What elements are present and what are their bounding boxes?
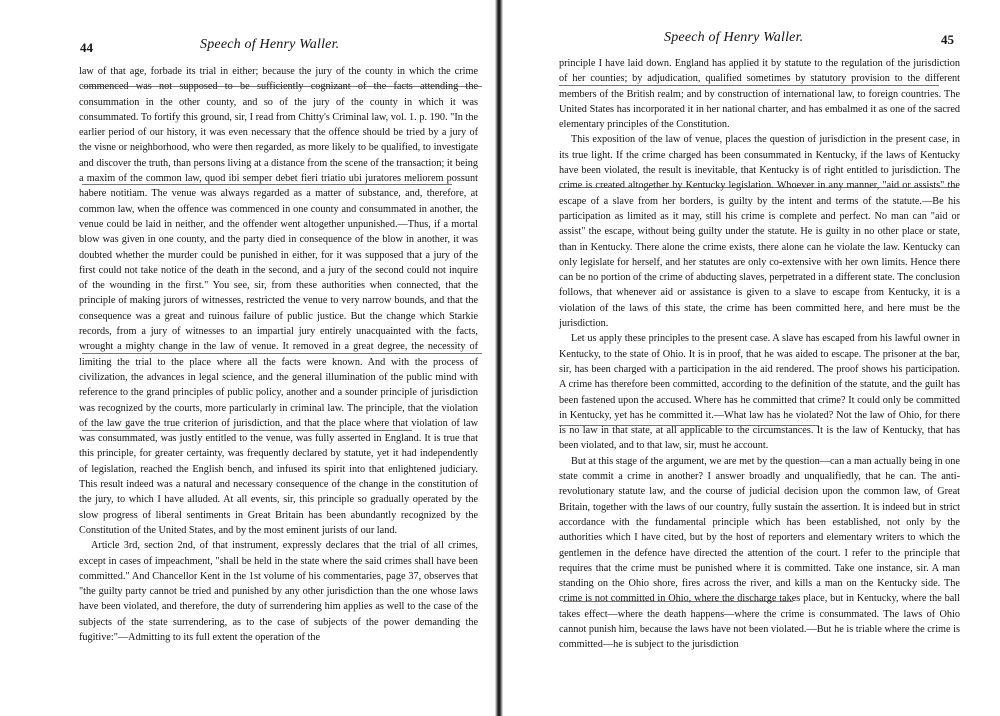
pencil-underline bbox=[82, 86, 482, 87]
page-number: 45 bbox=[941, 32, 954, 47]
running-head: Speech of Henry Waller. bbox=[664, 30, 804, 45]
paragraph: principle I have laid down. England has applied it by statute to the regulation of the jurisdiction of her counties; by adjudication, qualified sometimes by statutory provision to the different members of the British realm; and by construction of international law, to foreign countries. The United States has incorporated it in her national charter, and has embalmed it as one of the sacred elementary principles of the Constitution. bbox=[559, 58, 960, 131]
pencil-underline bbox=[559, 85, 939, 86]
pencil-underline bbox=[82, 430, 412, 431]
paragraph: But at this stage of the argument, we are met by the question—can a man actually being in one state commit a crime in another? I answer broadly and unqualifiedly, that he can. The anti-revolutionary statute law, and the course of judicial decision upon the common law, of Great Britain, together with the laws of our country, fully sustain the assertion. It is indeed but in strict accordance with the fundamental principle which has been established, not only by the authorities which I have cited, but by the host of reporters and elementary writers to which the gentlemen in the defence have directed the attention of the court. I refer to the principle that requires that the crime must be punished where it is committed. Take one instance, sir. A man standing on the Ohio shore, fires across the river, and kills a man on the Kentucky side. The crime is not committed in Ohio, where the discharge takes place, but in Kentucky, where the ball takes effect—where the death happens—where the crime is consummated. The laws of Ohio cannot punish him, because the laws have not been violated.—But he is triable where the crime is committed—he is subject to the jurisdiction bbox=[559, 455, 960, 651]
right-page bbox=[503, 0, 1000, 716]
page-number: 44 bbox=[80, 40, 93, 55]
pencil-underline bbox=[82, 353, 482, 354]
pencil-underline bbox=[563, 601, 793, 602]
paragraph: This exposition of the law of venue, places the question of jurisdiction in the present case, in its true light. If the crime charged has been consummated in Kentucky, if the laws of Kentucky have been violated, the result is inevitable, that Kentucky is of right entitled to jurisdiction. The crime is created altogether by Kentucky legislation. Whoever in any manner, "aid or assists" the escape of a slave from her borders, is guilty by the intent and terms of the statute.—Be his participation as limited as it may, still his crime is complete and perfect. No man can "aid or assist" the escape, without being guilty under the statute. He is guilty in no other place or state, than in Kentucky. There alone the crime exists, there alone can he violate the law. Kentucky can only legislate for herself, and her statutes are only co-extensive with her own limits. Hence there can be no portion of the crime of abducting slaves, perpetrated in a different state. The conclusion follows, that whenever aid or assistance is given to a slave to escape from Kentucky, it is a violation of the laws of this state, the crime has been committed here, and here must be the jurisdiction. bbox=[559, 134, 960, 330]
book-gutter bbox=[495, 0, 503, 716]
left-page bbox=[0, 0, 497, 716]
body-text bbox=[79, 64, 478, 645]
body-text bbox=[559, 56, 960, 653]
paragraph: Let us apply these principles to the present case. A slave has escaped from his lawful owner in Kentucky, to the state of Ohio. It is in proof, that he was aided to escape. The prisoner at the bar, sir, has been charged with a participation in the aid rendered. The proof shows his participation. A crime has therefore been committed, according to the definition of the statute, and the guilt has been fastened upon the accused. Where has he committed that crime? It could only be committed in Kentucky, yet has he committed it.—What law has he violated? Not the law of Ohio, for there is no law in that state, at all applicable to the circumstances. It is the law of Kentucky, that has been violated, and to that law, sir, must he account. bbox=[559, 333, 960, 452]
pencil-underline bbox=[82, 184, 452, 185]
pencil-underline bbox=[559, 187, 959, 188]
paragraph: Article 3rd, section 2nd, of that instrument, expressly declares that the trial of all crimes, except in cases of impeachment, "shall be held in the state where the said crimes shall have been committed." And Chancellor Kent in the 1st volume of his commentaries, page 37, observes that "the guilty party cannot be tried and punished by any other jurisdiction than the one whose laws have been violated, and therefore, the duty of surrendering him applies as well to the case of the subjects of the state surrendering, as to the case of subjects of the power demanding the fugitive:"—Admitting to its full extent the operation of the bbox=[79, 540, 478, 643]
pencil-underline bbox=[559, 425, 819, 426]
paragraph: law of that age, forbade its trial in either; because the jury of the county in which the crime commenced was not supposed to be sufficiently cognizant of the facts attending the consummation in the other county, and so of the jury of the county in which it was consummated. To fortify this ground, sir, I read from Chitty's Criminal law, vol. 1. p. 190. "In the earlier period of our history, it was even necessary that the offence should be tried by a jury of the visne or neighborhood, who were then regarded, as more likely to be qualified, to investigate and discover the truth, than persons living at a distance from the scene of the transaction; it being a maxim of the common law, quod ibi semper debet fieri triatio ubi juratores meliorem possunt habere notitiam. The venue was always regarded as a matter of substance, and, therefore, at common law, when the offence was commenced in one county and consummated in another, the venue could be laid in neither, and the offender went altogether unpunished.—Thus, if a mortal blow was given in one county, and the party died in consequence of the blow in another, it was doubted whether the murder could be punished in either, for it was supposed that a jury of the first could not take notice of the death in the second, and a jury of the second could not inquire of the wounding in the first." You see, sir, from these authorities when connected, that the principle of making jurors of witnesses, restricted the venue to very narrow bounds, and that the consequence was a great and ruinous failure of public justice. But the change which Starkie records, from a jury of witnesses to an impartial jury entirely unacquainted with the facts, wrought a mighty change in the law of venue. It removed in a great degree, the necessity of limiting the trial to the place where all the facts were known. And with the process of civilization, the advances in legal science, and the general illumination of the public mind with reference to the grand principles of public policy, another and a sounder principle of jurisdiction was recognized by the courts, more particularly in criminal law. The principle, that the violation of the law gave the true criterion of jurisdiction, and that the place where that violation of law was consummated, was justly entitled to the venue, was fully asserted in England. It is true that this principle, for greater certainty, was frequently declared by statute, yet it had independently of legislation, reached the English bench, and infused its spirit into that enlightened judiciary. This result indeed was a natural and necessary consequence of the change in the constitution of the jury, to which I have alluded. At all events, sir, this principle so gradually operated by the slow progress of liberal sentiments in Great Britain has been abundantly recognized by the Constitution of the United States, and by the most eminent jurists of our land. bbox=[79, 66, 478, 536]
running-head: Speech of Henry Waller. bbox=[200, 37, 340, 52]
